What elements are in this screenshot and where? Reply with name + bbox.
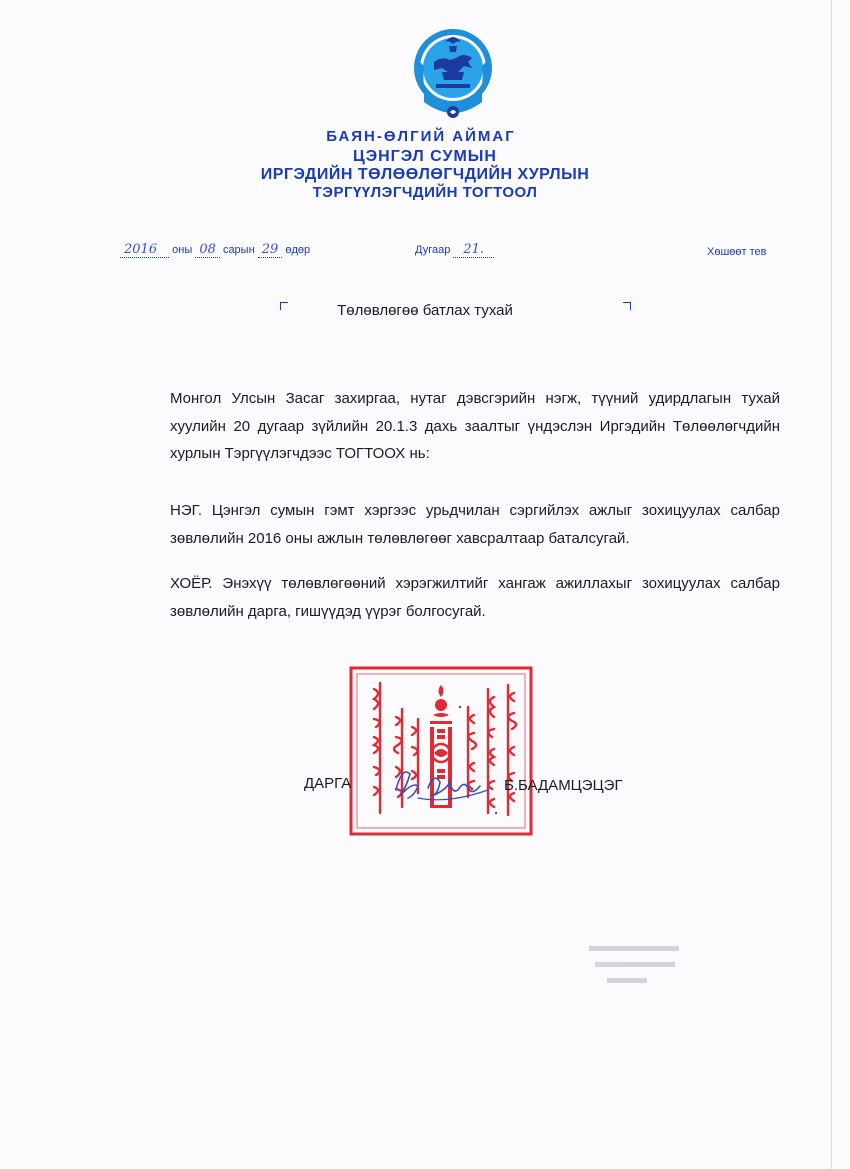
number-label: Дугаар [415, 244, 451, 256]
signatory-title: ДАРГА [304, 775, 352, 792]
date-day: 29 [258, 242, 283, 258]
document-type-heading: ТЭРГҮҮЛЭГЧДИЙН ТОГТООЛ [312, 184, 538, 201]
issue-place: Хөшөөт тев [707, 246, 767, 258]
signatory-name: Б.БАДАМЦЭЦЭГ [504, 777, 623, 794]
item-one-paragraph: НЭГ. Цэнгэл сумын гэмт хэргээс урьдчилан сэргийлэх ажлыг зохицуулах салбар зөвлөлийн 2016 оны ажлын төлөвлөгөөг хавсралтаар баталсугай. [170, 502, 780, 547]
preamble-text: Монгол Улсын Засаг захиргаа, нутаг дэвсгэрийн нэгж, түүний удирдлагын тухай хуулийн 20 дугаар зүйлийн 20.1.3 дахь заалтыг үндэслэн Иргэдийн Төлөөлөгчдийн хурлын Тэргүүлэгчдээс ТОГТООХ нь: [170, 390, 780, 462]
show-through-stamp-icon [585, 940, 685, 1000]
aimag-heading: БАЯН-ӨЛГИЙ АЙМАГ [326, 128, 516, 145]
date-year: 2016 [120, 242, 169, 258]
date-month: 08 [195, 242, 220, 258]
item-two-paragraph: ХОЁР. Энэхүү төлөвлөгөөний хэрэгжилтийг хангаж ажиллахыг зохицуулах салбар зөвлөлийн дарга, гишүүдэд үүрэг болгосугай. [170, 575, 780, 620]
number-line [415, 242, 494, 257]
date-line [120, 242, 310, 257]
handwritten-signature-icon [388, 760, 498, 806]
preamble-paragraph [170, 385, 780, 468]
subject-title: Төлөвлөгөө батлах тухай [337, 302, 513, 319]
year-suffix: оны [172, 244, 193, 256]
month-suffix: сарын [222, 244, 255, 256]
council-heading: ИРГЭДИЙН ТӨЛӨӨЛӨГЧДИЙН ХУРЛЫН [260, 166, 590, 183]
official-seal-icon [348, 663, 534, 839]
sum-heading: ЦЭНГЭЛ СУМЫН [353, 148, 497, 165]
day-suffix: өдөр [285, 244, 311, 256]
state-emblem-icon [412, 22, 494, 130]
document-number: 21. [453, 242, 494, 258]
